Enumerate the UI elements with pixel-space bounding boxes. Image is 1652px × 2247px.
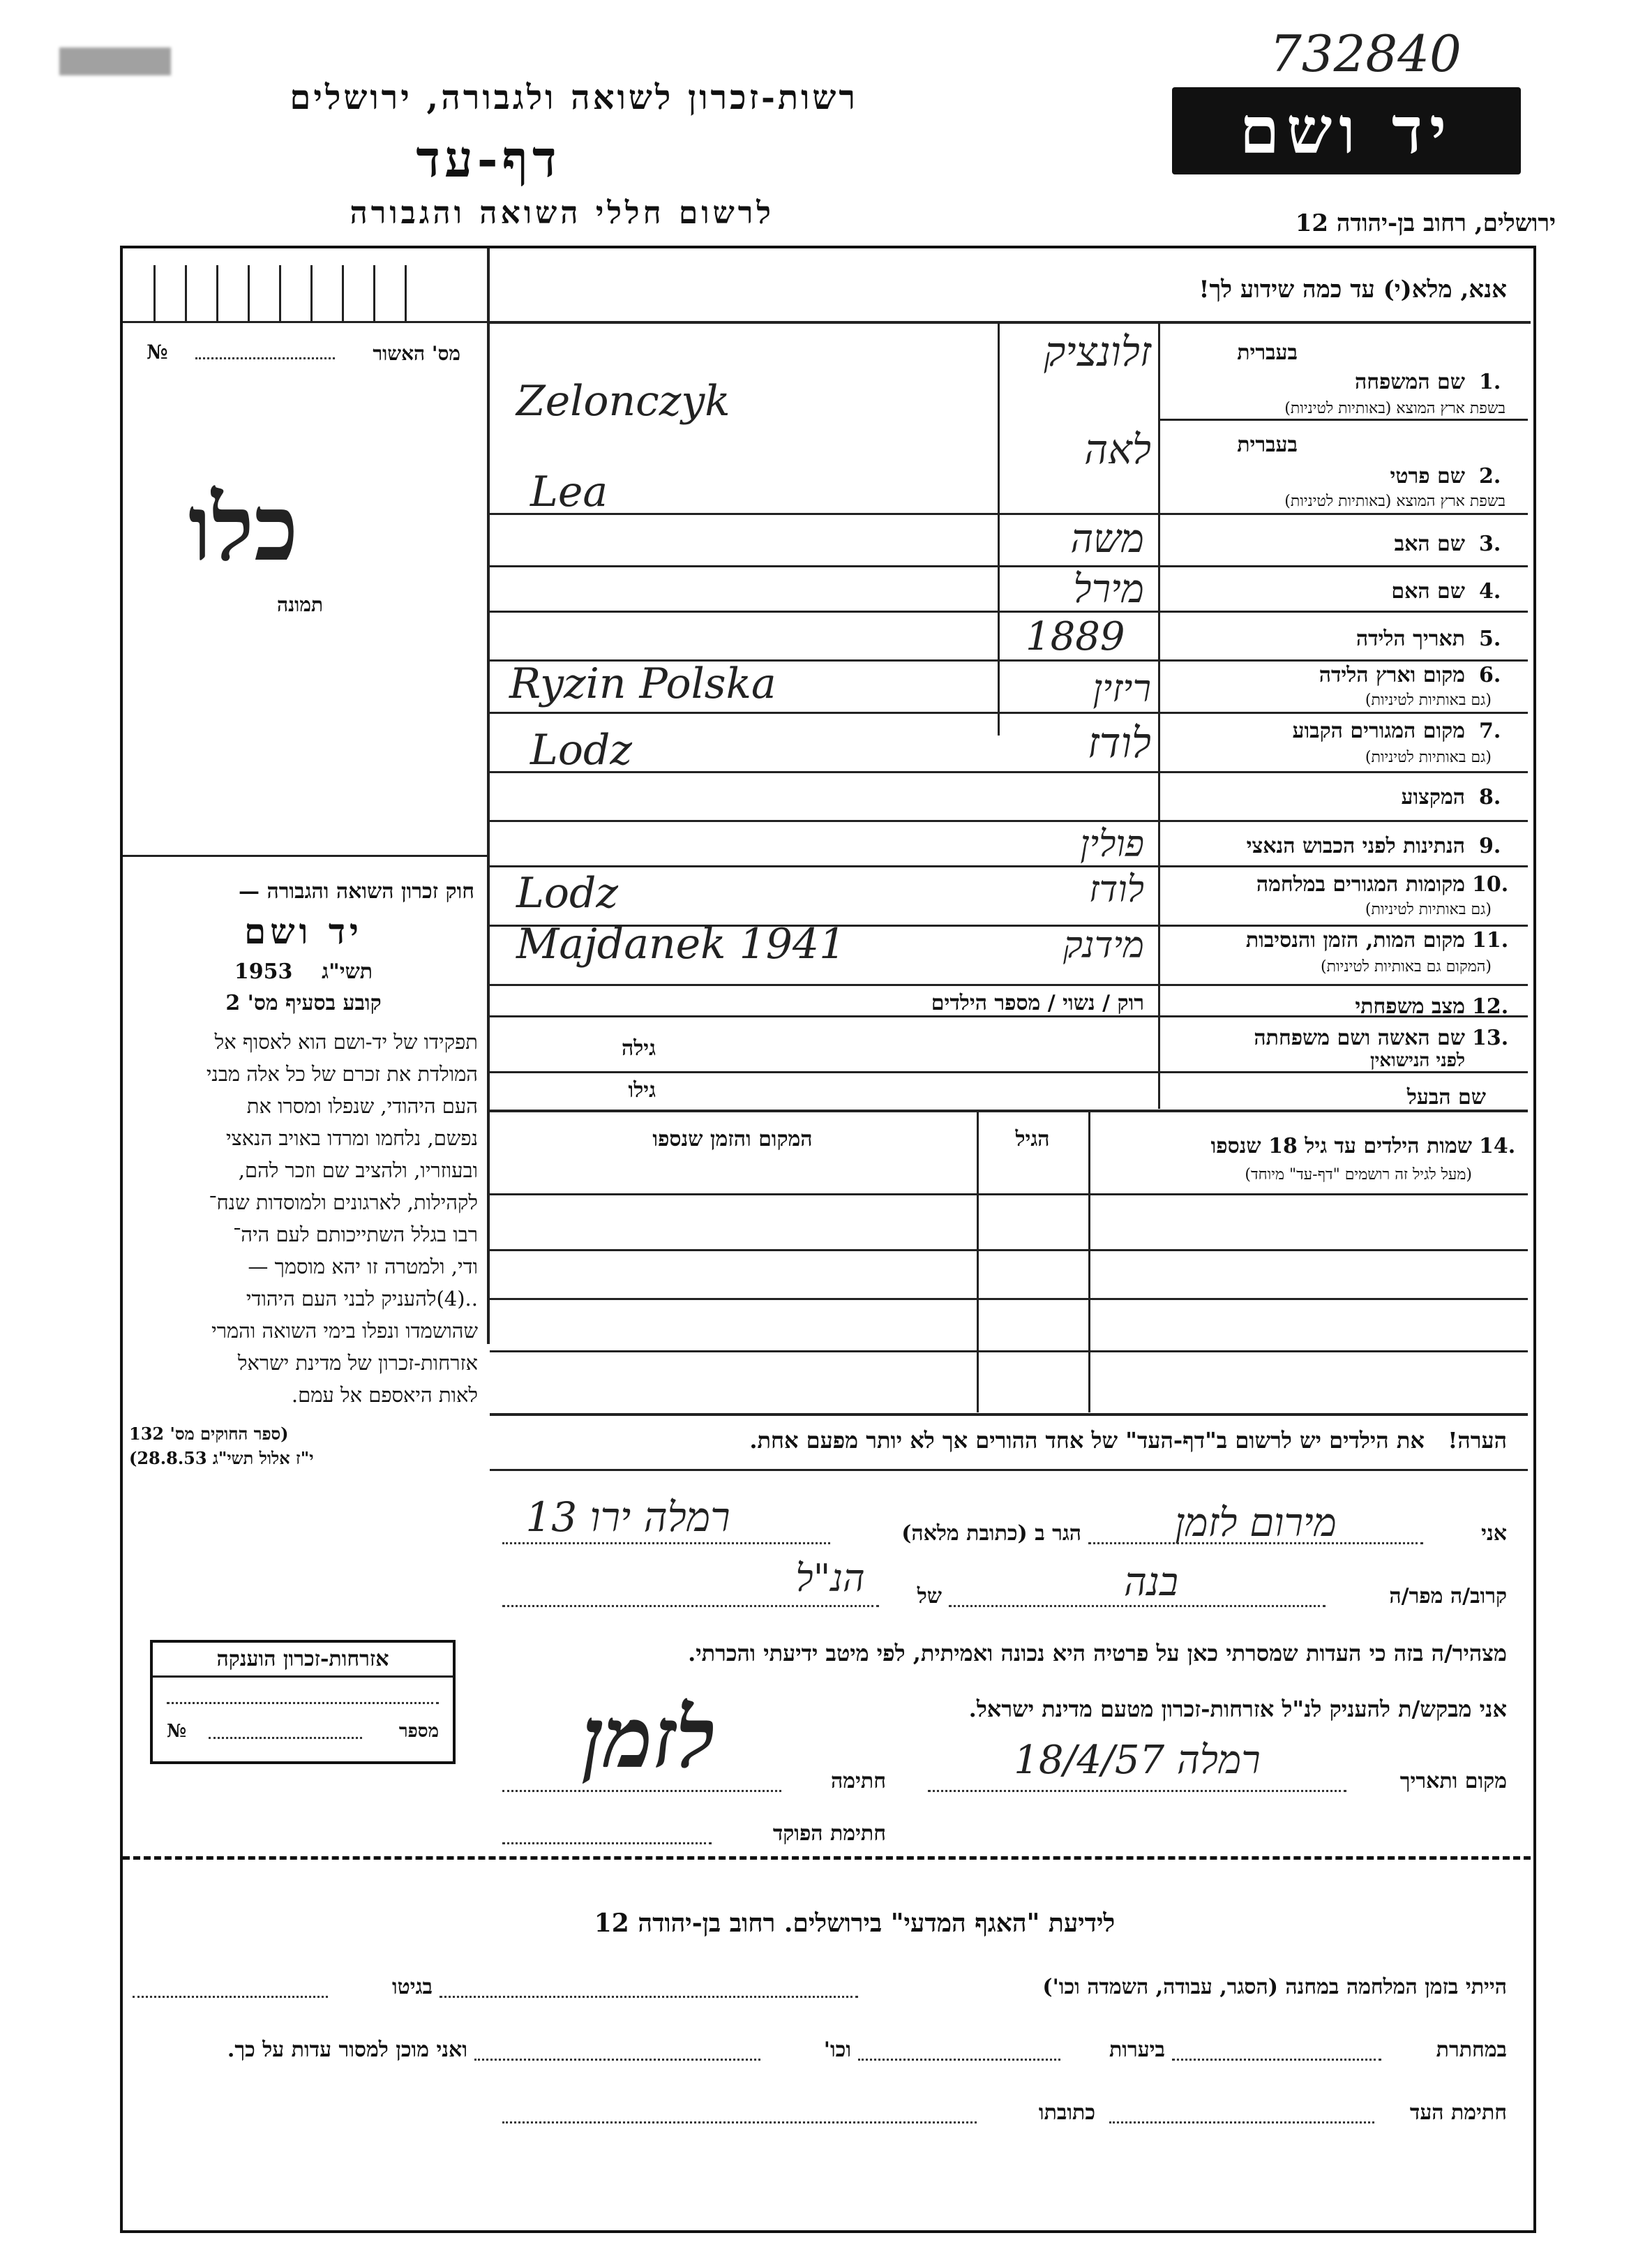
footer-willing-label: ואני מוכן למסור עדות על כך. — [227, 2038, 467, 2062]
please-fill-text: אנא, מלא(י) עד כמה שידוע לך! — [1199, 276, 1507, 304]
logo-text: יד ושם — [1239, 93, 1454, 168]
field-7-value-hebrew: לודז — [1087, 719, 1151, 768]
form-title: דף-עד — [416, 129, 561, 188]
children-number: 14. — [1479, 1134, 1516, 1158]
law-title: חוק זכרון השואה והגבורה — — [239, 879, 474, 904]
field-2-value-latin: Lea — [530, 468, 608, 516]
resident-label: הגר ב (כתובת מלאה) — [901, 1521, 1081, 1546]
witness-name: מירום לזמן — [1175, 1500, 1337, 1546]
field-5-label: תאריך הלידה — [1356, 627, 1465, 651]
law-year — [133, 960, 474, 984]
footer-title: לידיעת "האגף המדעי" בירושלים. רחוב בן-יהודה 12 — [594, 1909, 1116, 1938]
law-body — [129, 1026, 478, 1411]
field-6-label: מקום וארץ הלידה — [1319, 663, 1465, 687]
note-text: את הילדים יש לרשום ב"דף-העד" של אחד ההורים אך לא יותר מפעם אחת. — [749, 1427, 1425, 1454]
law-line: לאות היאספם אל עמם. — [291, 1383, 478, 1407]
witness-address: רמלה ירו 13 — [525, 1493, 730, 1541]
relative-label: קרוב/ה מפר/ה — [1389, 1584, 1507, 1608]
field-11-sub: (המקום גם באותיות לטיניות) — [1321, 958, 1492, 976]
field-3-value: משה — [1070, 516, 1144, 562]
law-line: ודי, ולמטרה זו יהא מוסמך — — [248, 1255, 478, 1278]
place-date-value: רמלה 18/4/57 — [1014, 1738, 1261, 1783]
law-line: שהושמדו ונפלו בימי השואה והמרי — [211, 1319, 478, 1343]
law-line: אזרחות-זכרון של מדינת ישראל — [237, 1351, 478, 1375]
field-9-number: 9. — [1479, 834, 1501, 858]
field-10-label: מקומות המגורים במלחמה — [1256, 872, 1465, 897]
marital-options-label: רוק / נשוי / מספר הילדים — [931, 991, 1144, 1015]
request-text: אני מבקש/ת להעניק לנ"ל אזרחות-זכרון מטעם מדינת ישראל. — [968, 1696, 1507, 1722]
field-12-label: מצב משפחתי — [1355, 994, 1465, 1019]
husband-age-label: גילו — [628, 1078, 656, 1103]
law-line: לקהילות, לארגונים ולמוסדות שנח־ — [209, 1190, 478, 1214]
field-7-number: 7. — [1479, 719, 1501, 743]
of-value: הנ"ל — [795, 1556, 865, 1600]
footer-etc-label: וכו' — [823, 2038, 851, 2062]
address: ירושלים, רחוב בן-יהודה 12 — [1295, 209, 1556, 237]
field-2-number: 2. — [1479, 464, 1501, 488]
law-year-hebrew: תשי"ג — [322, 960, 373, 984]
field-2-label: שם פרטי — [1390, 464, 1465, 488]
field-1-label-text: שם המשפחה — [1354, 370, 1465, 394]
note-label: הערה! — [1448, 1427, 1507, 1454]
field-1-sub: בשפת ארץ המוצא (באותיות לטיניות) — [1284, 400, 1505, 417]
law-line: תפקידו של יד-ושם הוא לאסוף אל — [214, 1030, 478, 1054]
field-10-value-hebrew: לודז — [1089, 869, 1144, 911]
note-row — [488, 1427, 1507, 1454]
field-9-label: הנתינות לפני הכבוש הנאצי — [1246, 834, 1465, 858]
place-date-label: מקום ותאריך — [1399, 1769, 1507, 1793]
scan-smudge — [59, 47, 171, 75]
form-subtitle: לרשום חללי השואה והגבורה — [350, 195, 774, 231]
field-2-value-hebrew: לאה — [1084, 426, 1151, 473]
law-line: נפשם, נלחמו ומרדו באויב הנאצי — [225, 1126, 478, 1150]
field-11-label: מקום המות, הזמן והנסיבות — [1245, 928, 1465, 953]
field-10-value-latin: Lodz — [516, 869, 618, 918]
law-reference: (ספר החוקים מס' 132 — [129, 1424, 289, 1444]
field-5-value: 1889 — [1026, 614, 1125, 659]
citizenship-number-suffix: № — [167, 1721, 187, 1742]
approval-number-label: מס' האשור — [373, 342, 460, 365]
law-reference-date: י"ז אלול תשי"ג 28.8.53) — [129, 1448, 314, 1468]
field-3-label: שם האב — [1394, 532, 1465, 556]
law-name: יד ושם — [244, 911, 363, 952]
law-line: העם היהודי, שנפלו ומסרו את — [246, 1094, 478, 1118]
logo — [1172, 87, 1521, 174]
field-7-value-latin: Lodz — [530, 726, 632, 775]
law-line: רבו בגלל השתייכותם לעם היה־ — [233, 1223, 478, 1246]
footer-underground-label: במחתרת — [1436, 2038, 1507, 2062]
field-5-number: 5. — [1479, 627, 1501, 651]
official-signature-label: חתימת הפוקד — [772, 1821, 886, 1846]
field-6-number: 6. — [1479, 663, 1501, 687]
citizenship-number-label: מספר — [398, 1721, 439, 1742]
field-8-label: המקצוע — [1401, 785, 1465, 809]
signature-label: חתימה — [831, 1769, 886, 1793]
field-1-value-hebrew: זלונציק — [1044, 328, 1151, 375]
field-11-number: 11. — [1472, 928, 1509, 953]
field-10-number: 10. — [1472, 872, 1509, 897]
husband-name-label: שם הבעל — [1406, 1085, 1486, 1110]
hebrew-header-1: בעברית — [1237, 341, 1298, 365]
field-12-number: 12. — [1472, 994, 1509, 1019]
field-11-value-latin: Majdanek 1941 — [516, 920, 846, 969]
law-year-number: 1953 — [234, 960, 293, 984]
field-4-value: מירל — [1073, 567, 1144, 612]
of-label: של — [917, 1584, 942, 1608]
field-8-number: 8. — [1479, 785, 1501, 809]
children-col-age: הגיל — [1015, 1127, 1050, 1151]
law-line: ..(4)להעניק לבני העם היהודי — [246, 1287, 478, 1311]
field-2-sub: בשפת ארץ המוצא (באותיות לטיניות) — [1284, 493, 1505, 510]
declare-text: מצהיר/ה בזה כי העדות שמסרתי כאן על פרטיה היא נכונה ואמיתית, לפי מיטב ידיעתי והכרתי. — [688, 1640, 1507, 1666]
citizenship-box — [150, 1640, 456, 1764]
field-6-value-hebrew: ריזין — [1092, 666, 1151, 710]
hebrew-header-2: בעברית — [1237, 433, 1298, 457]
photo-label: תמונה — [276, 593, 324, 616]
field-6-sub: (גם באותיות לטיניות) — [1365, 692, 1492, 709]
i-label: אני — [1481, 1521, 1507, 1546]
footer-address-label: כתובתו — [1038, 2100, 1095, 2125]
authority-name: רשות-זכרון לשואה ולגבורה, ירושלים — [290, 78, 858, 117]
approval-number-suffix: № — [147, 341, 168, 364]
field-1-label — [1186, 370, 1465, 394]
archive-number: 732840 — [1270, 24, 1462, 83]
signature-value: לזמן — [582, 1689, 716, 1787]
field-4-label: שם האם — [1391, 579, 1465, 604]
footer-camp-label: הייתי בזמן המלחמה במחנה (הסגר, עבודה, השמדה וכו') — [1042, 1975, 1507, 1999]
law-line: ובעוזריו, ולהציב שם וזכר להם, — [238, 1158, 478, 1182]
field-1-value-latin: Zelonczyk — [516, 377, 730, 426]
relation-value: בנה — [1123, 1560, 1178, 1605]
field-13-sub: לפני הנישואין — [1369, 1050, 1465, 1071]
field-3-number: 3. — [1479, 532, 1501, 556]
field-11-value-hebrew: מידנק — [1062, 925, 1144, 966]
field-9-value: פולין — [1080, 823, 1144, 865]
law-line: המולדת את זכרם של כל אלה מבני — [206, 1062, 478, 1086]
footer-forests-label: ביערות — [1109, 2038, 1165, 2062]
field-6-value-latin: Ryzin Polska — [509, 659, 776, 708]
field-10-sub: (גם באותיות לטיניות) — [1365, 901, 1492, 918]
field-7-sub: (גם באותיות לטיניות) — [1365, 749, 1492, 766]
children-label: שמות הילדים עד גיל 18 שנספו — [1210, 1134, 1472, 1158]
children-col-place: המקום והזמן שנספו — [652, 1127, 813, 1151]
wife-age-label: גילה — [621, 1036, 656, 1061]
law-section: קובע בסעיף מס' 2 — [225, 991, 382, 1015]
field-13-number: 13. — [1472, 1026, 1509, 1050]
field-13-label: שם האשה ושם משפחתה — [1254, 1026, 1465, 1050]
citizenship-box-title: אזרחות-זכרון הוענקה — [153, 1643, 453, 1678]
children-sub: (מעל לגיל זה רושמים "דף-עד" מיוחד) — [1245, 1166, 1472, 1184]
field-4-number: 4. — [1479, 579, 1501, 604]
photo-handwriting: כלו — [188, 475, 299, 581]
field-7-label: מקום המגורים הקבוע — [1292, 719, 1465, 743]
footer-ghetto-label: בגיטו — [391, 1975, 433, 1999]
footer-witness-signature-label: חתימת העד — [1409, 2100, 1507, 2125]
field-1-number: 1. — [1479, 370, 1501, 394]
